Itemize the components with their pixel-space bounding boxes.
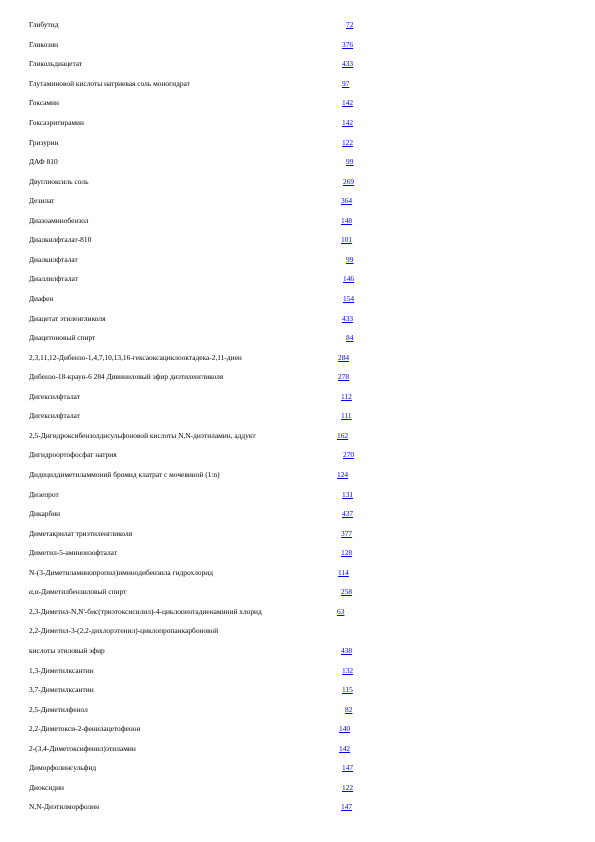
index-entry	[0, 312, 595, 326]
page-number-link[interactable]: 278	[338, 372, 350, 381]
index-entry	[0, 488, 595, 502]
index-entry	[0, 644, 595, 658]
entry-name: 2,5-Дигидроксибензолдисульфоновой кислоты N,N-диэтиламин, аддукт	[29, 431, 256, 440]
entry-name: Диацетат этиленгликоля	[29, 314, 106, 323]
index-entry	[0, 448, 595, 462]
page-number-link[interactable]: 82	[345, 705, 353, 714]
page-number-link[interactable]: 142	[339, 744, 351, 753]
page-number-link[interactable]: 433	[342, 59, 354, 68]
index-entry	[0, 38, 595, 52]
entry-name: Дигексилфталат	[29, 392, 81, 401]
index-entry	[0, 57, 595, 71]
entry-name: 2,5-Диметилфенол	[29, 705, 88, 714]
entry-name: Диалкилфталат-810	[29, 235, 92, 244]
page-number-link[interactable]: 63	[337, 607, 345, 616]
page-number-link[interactable]: 142	[342, 98, 354, 107]
index-entry	[0, 292, 595, 306]
page-number-link[interactable]: 438	[341, 646, 353, 655]
page-number-link[interactable]: 376	[342, 40, 354, 49]
page-number-link[interactable]: 115	[342, 685, 353, 694]
entry-name: 2-(3,4-Диметоксифенил)этиламин	[29, 744, 136, 753]
index-entry	[0, 136, 595, 150]
index-entry	[0, 390, 595, 404]
index-entry	[0, 116, 595, 130]
page-number-link[interactable]: 112	[341, 392, 352, 401]
entry-name: Дигидроортофосфат натрия	[29, 450, 117, 459]
entry-name: Двуглиоксиль соль	[29, 177, 89, 186]
index-entry	[0, 605, 595, 619]
entry-name: 2,2-Диметил-3-(2,2-дихлорэтенил)-циклопропанкарбоновой	[29, 626, 219, 635]
entry-name: кислоты этиловый эфир	[29, 646, 105, 655]
page-number-link[interactable]: 122	[342, 138, 354, 147]
index-entry	[0, 527, 595, 541]
entry-name: Дикарбин	[29, 509, 61, 518]
index-entry	[0, 683, 595, 697]
entry-name: 1,3-Диметилксантин	[29, 666, 94, 675]
page-number-link[interactable]: 132	[342, 666, 354, 675]
entry-name: Глутаминовой кислоты натриевая соль моногидрат	[29, 79, 190, 88]
entry-name: Дидецилдиметиламмоний бромид клатрат с мочевиной (1:n)	[29, 470, 220, 479]
entry-name: N,N-Диэтилморфолин	[29, 802, 100, 811]
page-number-link[interactable]: 148	[341, 216, 353, 225]
entry-name: Диазоаминобензол	[29, 216, 89, 225]
page-number-link[interactable]: 97	[342, 79, 350, 88]
page-number-link[interactable]: 269	[343, 177, 355, 186]
page-number-link[interactable]: 162	[337, 431, 349, 440]
index-entry	[0, 703, 595, 717]
index-entry	[0, 742, 595, 756]
index-entry	[0, 546, 595, 560]
entry-name: 2,3-Диметил-N,N'-бис(триэтоксисилил)-4-циклопентадиенаминий хлорид	[29, 607, 262, 616]
entry-name: ДАФ 810	[29, 157, 58, 166]
index-entry	[0, 761, 595, 775]
index-entry	[0, 370, 595, 384]
entry-name: Глибутид	[29, 20, 59, 29]
index-entry	[0, 272, 595, 286]
page-number-link[interactable]: 146	[343, 274, 355, 283]
index-entry	[0, 175, 595, 189]
entry-name: Дезилат	[29, 196, 55, 205]
page-number-link[interactable]: 99	[346, 157, 354, 166]
page-number-link[interactable]: 364	[341, 196, 353, 205]
page-number-link[interactable]: 84	[346, 333, 354, 342]
index-entry	[0, 468, 595, 482]
page-number-link[interactable]: 124	[337, 470, 349, 479]
index-entry	[0, 96, 595, 110]
index-entry	[0, 624, 595, 638]
entry-name: Диоксидин	[29, 783, 65, 792]
page-number-link[interactable]: 147	[342, 763, 354, 772]
index-entry	[0, 233, 595, 247]
entry-name: Диаллилфталат	[29, 274, 78, 283]
index-entry	[0, 722, 595, 736]
index-entry	[0, 331, 595, 345]
entry-name: Гоксамин	[29, 98, 59, 107]
index-entry	[0, 77, 595, 91]
entry-name: Диметакрилат триэтиленгликоля	[29, 529, 133, 538]
entry-name: Дигексилфталат	[29, 411, 81, 420]
entry-name: 2,3,11,12-Дибензо-1,4,7,10,13,16-гексаоксациклооктадека-2,11-диен	[29, 353, 242, 362]
entry-name: N-(3-Диметиламинопропил)иминодибензила гидрохлорид	[29, 568, 213, 577]
page-number-link[interactable]: 437	[342, 509, 354, 518]
page-number-link[interactable]: 128	[341, 548, 353, 557]
index-entry	[0, 585, 595, 599]
entry-name: Гоксаэритирамин	[29, 118, 84, 127]
index-entry	[0, 194, 595, 208]
entry-name: Гризурин	[29, 138, 59, 147]
page-number-link[interactable]: 377	[341, 529, 353, 538]
page-number-link[interactable]: 114	[338, 568, 349, 577]
index-entry	[0, 214, 595, 228]
index-entry	[0, 566, 595, 580]
page-number-link[interactable]: 111	[341, 411, 352, 420]
page-number-link[interactable]: 131	[342, 490, 354, 499]
index-entry	[0, 429, 595, 443]
entry-name: Дизепрот	[29, 490, 59, 499]
index-entry	[0, 800, 595, 814]
index-entry	[0, 351, 595, 365]
page-number-link[interactable]: 101	[341, 235, 353, 244]
index-entry	[0, 507, 595, 521]
entry-name: α,α-Диметилбензиловый спирт	[29, 587, 127, 596]
page-number-link[interactable]: 142	[342, 118, 354, 127]
page-number-link[interactable]: 147	[341, 802, 353, 811]
entry-name: Диацетоновый спирт	[29, 333, 96, 342]
index-entry	[0, 409, 595, 423]
page-number-link[interactable]: 140	[339, 724, 351, 733]
page-number-link[interactable]: 154	[343, 294, 355, 303]
index-entry	[0, 18, 595, 32]
entry-name: 2,2-Диметокси-2-фенилацетофенон	[29, 724, 141, 733]
page-number-link[interactable]: 99	[346, 255, 354, 264]
entry-name: Гликольдиацетат	[29, 59, 83, 68]
page-number-link[interactable]: 433	[342, 314, 354, 323]
entry-name: Диморфолинсульфид	[29, 763, 97, 772]
index-entry	[0, 664, 595, 678]
page-number-link[interactable]: 284	[338, 353, 350, 362]
index-entry	[0, 155, 595, 169]
entry-name: Диалкилфталат	[29, 255, 78, 264]
page-number-link[interactable]: 122	[342, 783, 354, 792]
index-entry	[0, 781, 595, 795]
entry-name: 3,7-Диметилксантин	[29, 685, 94, 694]
entry-name: Диметил-5-аминоизофталат	[29, 548, 117, 557]
page-number-link[interactable]: 258	[341, 587, 353, 596]
entry-name: Гликозин	[29, 40, 59, 49]
entry-name: Диафен	[29, 294, 54, 303]
index-entry	[0, 253, 595, 267]
page-number-link[interactable]: 72	[346, 20, 354, 29]
entry-name: Дибензо-18-краун-6 284 Дивиниловый эфир диэтиленгликоля	[29, 372, 224, 381]
page-number-link[interactable]: 270	[343, 450, 355, 459]
